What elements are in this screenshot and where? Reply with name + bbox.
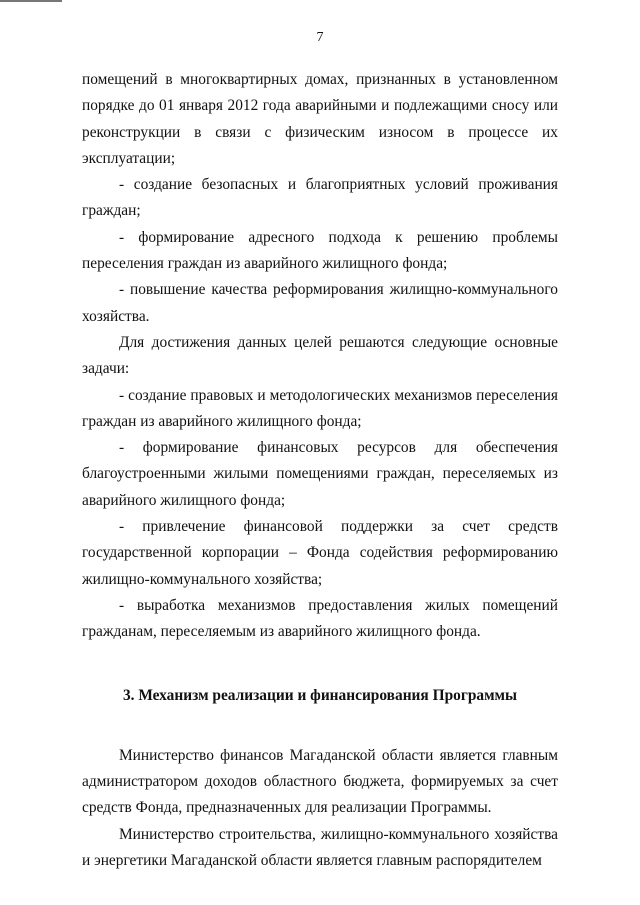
goal-item: - повышение качества реформирования жилищно-коммунального хозяйства. bbox=[82, 281, 558, 325]
goal-item: - создание безопасных и благоприятных условий проживания граждан; bbox=[82, 176, 558, 220]
corner-mark bbox=[0, 0, 62, 2]
page-number: 7 bbox=[316, 30, 324, 45]
task-item: - формирование финансовых ресурсов для обеспечения благоустроенными жилыми помещениями граждан, переселяемых из аварийного жилищного фонда; bbox=[82, 439, 558, 509]
task-item: - привлечение финансовой поддержки за счет средств государственной корпорации – Фонда содействия реформированию жилищно-коммунального хозяйства; bbox=[82, 518, 558, 588]
document-body bbox=[82, 67, 558, 874]
section-heading: 3. Механизм реализации и финансирования Программы bbox=[122, 686, 518, 704]
task-item: - создание правовых и методологических механизмов переселения граждан из аварийного жилищного фонда; bbox=[82, 386, 558, 430]
tasks-intro: Для достижения данных целей решаются следующие основные задачи: bbox=[82, 333, 558, 378]
section-paragraph: Министерство финансов Магаданской области является главным администратором доходов областного бюджета, формируемых за счет средств Фонда, предназначенных для реализации Программы. bbox=[82, 746, 558, 817]
task-item: - выработка механизмов предоставления жилых помещений гражданам, переселяемым из аварийного жилищного фонда. bbox=[82, 596, 558, 641]
goal-item: - формирование адресного подхода к решению проблемы переселения граждан из аварийного жилищного фонда; bbox=[82, 228, 558, 273]
section-paragraph: Министерство строительства, жилищно-коммунального хозяйства и энергетики Магаданской области является главным распорядителем bbox=[82, 825, 558, 870]
paragraph-continuation: помещений в многоквартирных домах, признанных в установленном порядке до 01 января 2012 года аварийными и подлежащими сносу или реконструкции в связи с физическим износом в процессе их эксплуатации; bbox=[82, 71, 558, 167]
